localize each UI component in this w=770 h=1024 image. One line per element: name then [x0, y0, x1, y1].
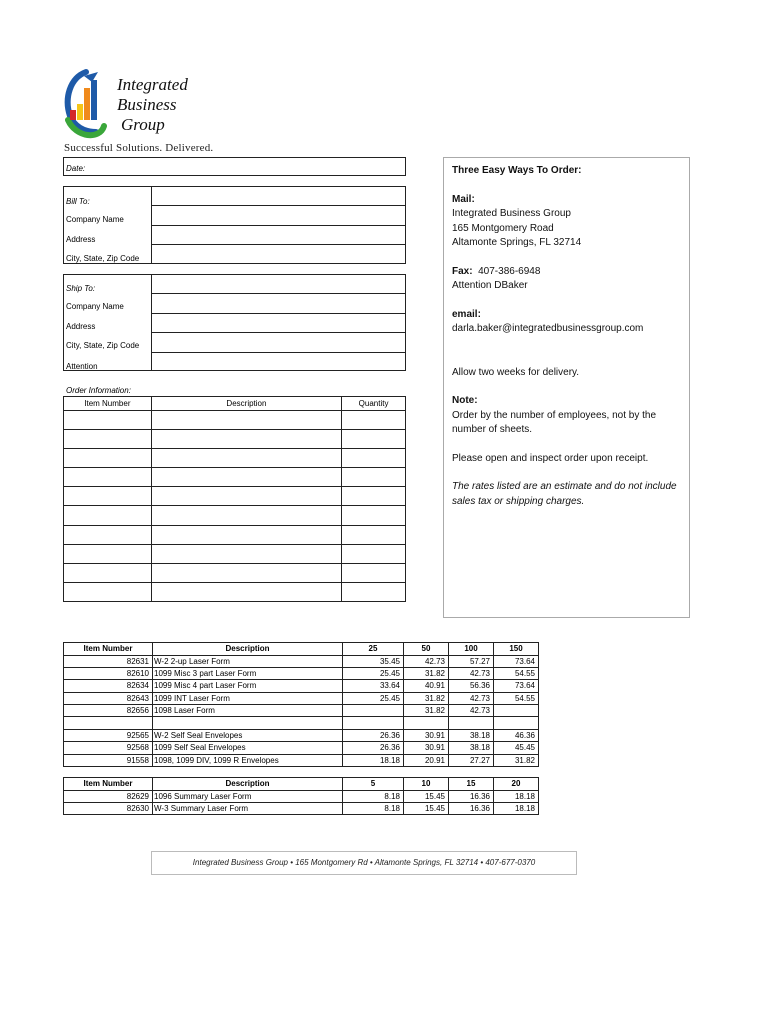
description-cell: 1099 Self Seal Envelopes [153, 742, 343, 754]
bill-company-input[interactable] [152, 206, 405, 224]
price-cell: 8.18 [343, 790, 404, 802]
order-col-qty: Quantity [342, 397, 406, 411]
price-cell: 42.73 [449, 667, 494, 679]
item-number-cell: 82629 [64, 790, 153, 802]
price-cell: 31.82 [494, 754, 539, 766]
inspect-note: Please open and inspect order upon receipt. [452, 452, 649, 464]
order-item-cell[interactable] [64, 525, 152, 544]
item-number-cell: 82656 [64, 705, 153, 717]
col-qty-tier: 150 [494, 643, 539, 656]
price-cell: 30.91 [404, 729, 449, 741]
col-qty-tier: 20 [494, 778, 539, 791]
bill-to-label: Bill To: [66, 197, 90, 206]
price-cell: 45.45 [494, 742, 539, 754]
order-desc-cell[interactable] [151, 468, 341, 487]
panel-title: Three Easy Ways To Order: [452, 165, 582, 176]
fax-attention: Attention DBaker [452, 280, 528, 291]
ship-address-label: Address [66, 322, 96, 331]
order-item-cell[interactable] [64, 487, 152, 506]
date-field[interactable] [63, 157, 406, 176]
order-qty-cell[interactable] [342, 449, 406, 468]
order-qty-cell[interactable] [342, 468, 406, 487]
order-row [64, 449, 406, 468]
price-cell [343, 705, 404, 717]
price-row [64, 754, 539, 766]
order-item-cell[interactable] [64, 449, 152, 468]
order-row [64, 582, 406, 601]
price-row [64, 667, 539, 679]
description-cell: W-3 Summary Laser Form [153, 802, 343, 814]
email-address[interactable]: darla.baker@integratedbusinessgroup.com [452, 323, 644, 334]
attention-input[interactable] [152, 353, 405, 370]
order-desc-cell[interactable] [151, 506, 341, 525]
price-cell: 42.73 [404, 655, 449, 667]
bill-city-label: City, State, Zip Code [66, 254, 140, 263]
price-cell [404, 717, 449, 729]
description-cell: 1098 Laser Form [153, 705, 343, 717]
order-row [64, 468, 406, 487]
description-cell: 1099 Misc 3 part Laser Form [153, 667, 343, 679]
bill-company-label: Company Name [66, 215, 124, 224]
mail-label: Mail: [452, 193, 475, 205]
order-col-item: Item Number [64, 397, 152, 411]
col-qty-tier: 10 [404, 778, 449, 791]
price-cell: 42.73 [449, 705, 494, 717]
order-desc-cell[interactable] [151, 563, 341, 582]
date-label: Date: [66, 164, 86, 173]
order-qty-cell[interactable] [342, 525, 406, 544]
price-cell: 16.36 [449, 802, 494, 814]
price-cell: 27.27 [449, 754, 494, 766]
order-item-cell[interactable] [64, 430, 152, 449]
price-cell: 26.36 [343, 729, 404, 741]
order-row [64, 525, 406, 544]
description-cell: 1096 Summary Laser Form [153, 790, 343, 802]
price-cell: 35.45 [343, 655, 404, 667]
attention-label: Attention [66, 362, 98, 371]
order-item-cell[interactable] [64, 506, 152, 525]
col-qty-tier: 25 [343, 643, 404, 656]
order-col-desc: Description [151, 397, 341, 411]
order-row [64, 544, 406, 563]
order-item-cell[interactable] [64, 563, 152, 582]
price-cell: 73.64 [494, 680, 539, 692]
order-desc-cell[interactable] [151, 449, 341, 468]
item-number-cell: 82634 [64, 680, 153, 692]
ship-address-input[interactable] [152, 314, 405, 332]
order-qty-cell[interactable] [342, 411, 406, 430]
item-number-cell: 82610 [64, 667, 153, 679]
order-table [63, 396, 406, 602]
mail-line-3: Altamonte Springs, FL 32714 [452, 237, 582, 248]
bill-address-input[interactable] [152, 226, 405, 244]
price-cell: 57.27 [449, 655, 494, 667]
col-item-number: Item Number [64, 643, 153, 656]
order-desc-cell[interactable] [151, 544, 341, 563]
order-desc-cell[interactable] [151, 582, 341, 601]
fax-line [452, 265, 681, 280]
order-instructions-panel [443, 157, 690, 618]
ship-to-label: Ship To: [66, 284, 96, 293]
price-cell [343, 717, 404, 729]
order-item-cell[interactable] [64, 582, 152, 601]
item-number-cell: 82630 [64, 802, 153, 814]
logo-line-1: Integrated [117, 75, 188, 94]
item-number-cell: 82643 [64, 692, 153, 704]
rates-note: The rates listed are an estimate and do not include sales tax or shipping charges. [452, 481, 677, 507]
price-cell: 54.55 [494, 667, 539, 679]
price-cell: 16.36 [449, 790, 494, 802]
price-cell [449, 717, 494, 729]
order-qty-cell[interactable] [342, 544, 406, 563]
logo-line-3: Group [121, 115, 165, 134]
price-cell: 46.36 [494, 729, 539, 741]
price-cell: 31.82 [404, 705, 449, 717]
col-qty-tier: 50 [404, 643, 449, 656]
order-row [64, 563, 406, 582]
order-qty-cell[interactable] [342, 563, 406, 582]
price-cell: 38.18 [449, 742, 494, 754]
price-row [64, 655, 539, 667]
note-label: Note: [452, 395, 478, 406]
col-item-number: Item Number [64, 778, 153, 791]
price-cell: 73.64 [494, 655, 539, 667]
description-cell: 1098, 1099 DIV, 1099 R Envelopes [153, 754, 343, 766]
logo-wordmark [115, 75, 188, 135]
col-qty-tier: 100 [449, 643, 494, 656]
price-cell: 38.18 [449, 729, 494, 741]
ship-city-label: City, State, Zip Code [66, 341, 140, 350]
order-row [64, 506, 406, 525]
email-label: email: [452, 308, 481, 320]
order-item-cell[interactable] [64, 411, 152, 430]
logo-tagline: Successful Solutions. Delivered. [64, 142, 214, 154]
ship-city-input[interactable] [152, 333, 405, 351]
price-cell: 30.91 [404, 742, 449, 754]
order-qty-cell[interactable] [342, 582, 406, 601]
ship-company-input[interactable] [152, 294, 405, 312]
bill-address-label: Address [66, 235, 96, 244]
price-cell: 18.18 [343, 754, 404, 766]
order-qty-cell[interactable] [342, 430, 406, 449]
price-cell: 31.82 [404, 667, 449, 679]
ship-company-label: Company Name [66, 302, 124, 311]
price-cell: 40.91 [404, 680, 449, 692]
item-number-cell [64, 717, 153, 729]
price-row [64, 802, 539, 814]
item-number-cell: 92565 [64, 729, 153, 741]
order-qty-cell[interactable] [342, 487, 406, 506]
fax-number: 407-386-6948 [478, 265, 541, 277]
price-cell: 26.36 [343, 742, 404, 754]
delivery-note: Allow two weeks for delivery. [452, 366, 580, 378]
price-cell: 18.18 [494, 802, 539, 814]
price-cell: 25.45 [343, 692, 404, 704]
col-description: Description [153, 643, 343, 656]
price-row [64, 742, 539, 754]
order-item-cell[interactable] [64, 544, 152, 563]
order-desc-cell[interactable] [151, 487, 341, 506]
price-cell: 15.45 [404, 790, 449, 802]
footer-address: Integrated Business Group • 165 Montgomery Rd • Altamonte Springs, FL 32714 • 407-677-0370 [151, 851, 577, 875]
description-cell: 1099 INT Laser Form [153, 692, 343, 704]
description-cell [153, 717, 343, 729]
col-qty-tier: 15 [449, 778, 494, 791]
price-cell: 18.18 [494, 790, 539, 802]
description-cell: W-2 Self Seal Envelopes [153, 729, 343, 741]
price-cell: 20.91 [404, 754, 449, 766]
price-cell: 56.36 [449, 680, 494, 692]
price-table-summary [63, 777, 539, 815]
price-cell [494, 705, 539, 717]
order-row [64, 430, 406, 449]
price-cell: 8.18 [343, 802, 404, 814]
price-cell: 33.64 [343, 680, 404, 692]
note-text: Order by the number of employees, not by the number of sheets. [452, 409, 656, 435]
item-number-cell: 92568 [64, 742, 153, 754]
price-table-forms [63, 642, 539, 767]
item-number-cell: 91558 [64, 754, 153, 766]
price-cell: 15.45 [404, 802, 449, 814]
price-row [64, 790, 539, 802]
item-number-cell: 82631 [64, 655, 153, 667]
col-qty-tier: 5 [343, 778, 404, 791]
mail-line-2: 165 Montgomery Road [452, 222, 554, 234]
fax-label: Fax: [452, 265, 473, 277]
col-description: Description [153, 778, 343, 791]
price-cell: 31.82 [404, 692, 449, 704]
price-cell: 42.73 [449, 692, 494, 704]
description-cell: W-2 2-up Laser Form [153, 655, 343, 667]
order-row [64, 487, 406, 506]
order-desc-cell[interactable] [151, 525, 341, 544]
price-row [64, 680, 539, 692]
price-cell: 54.55 [494, 692, 539, 704]
description-cell: 1099 Misc 4 part Laser Form [153, 680, 343, 692]
price-cell: 25.45 [343, 667, 404, 679]
order-item-cell[interactable] [64, 468, 152, 487]
mail-line-1: Integrated Business Group [452, 208, 571, 219]
logo-line-2: Business [117, 95, 177, 114]
price-row [64, 692, 539, 704]
order-qty-cell[interactable] [342, 506, 406, 525]
order-info-label: Order Information: [66, 386, 131, 395]
price-row [64, 705, 539, 717]
order-desc-cell[interactable] [151, 430, 341, 449]
order-row [64, 411, 406, 430]
price-row [64, 717, 539, 729]
price-cell [494, 717, 539, 729]
price-row [64, 729, 539, 741]
order-desc-cell[interactable] [151, 411, 341, 430]
bill-city-input[interactable] [152, 245, 405, 263]
